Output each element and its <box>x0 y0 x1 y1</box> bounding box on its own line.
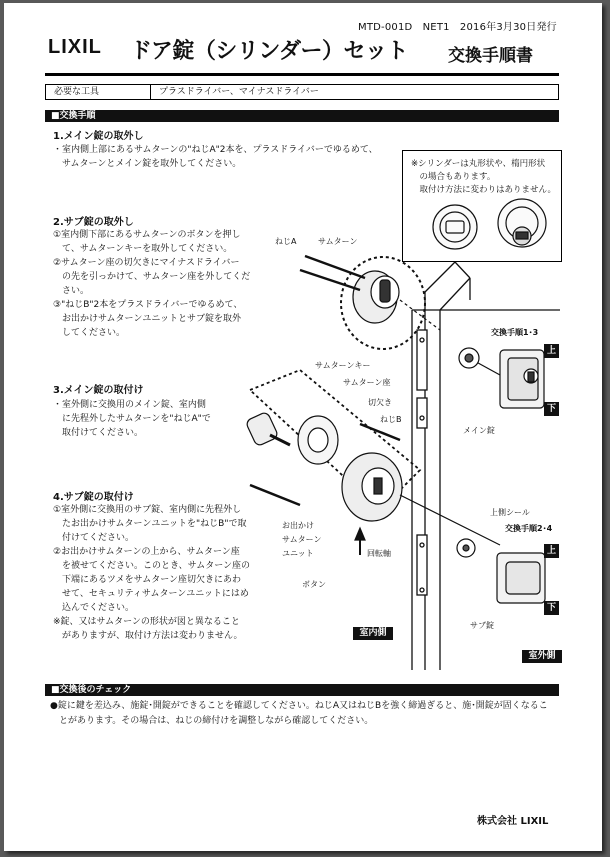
step3-line: ・室外側に交換用のメイン錠、室内側 <box>53 400 206 410</box>
step2-line: さい。 <box>53 286 90 296</box>
note-line: ※シリンダーは丸形状や、楕円形状 <box>411 159 546 169</box>
step1-line: サムターンとメイン錠を取外してください。 <box>53 159 242 169</box>
step4-line: を被せてください。このとき、サムターン座の <box>53 561 251 571</box>
check-text <box>50 699 562 729</box>
label-sub-lock: サブ錠 <box>470 621 494 630</box>
step4-line: たお出かけサムターンユニットを"ねじB"で取 <box>53 519 247 529</box>
step2-line: ①室内側下部にあるサムターンのボタンを押し <box>53 230 241 240</box>
label-procedure-13: 交換手順1･3 <box>491 328 539 337</box>
check-line: とがあります。その場合は、ねじの締付けを調整しながら確認してください。 <box>50 716 374 726</box>
step4-line: 下端にあるツメをサムターン座切欠きにあわ <box>53 575 242 585</box>
step4-line: ※錠、又はサムターンの形状が図と異なること <box>53 617 240 627</box>
label-upper-seal: 上側シール <box>490 508 530 517</box>
label-going-out-3: ユニット <box>282 549 314 558</box>
note-line: 取付け方法に変わりはありません。 <box>411 185 557 195</box>
door-frame-image <box>412 262 560 670</box>
label-main-lock: メイン錠 <box>463 426 495 435</box>
upper-tag-2: 上 <box>544 544 559 558</box>
lixil-logo: LIXIL <box>48 36 102 58</box>
label-screw-a: ねじA <box>275 237 297 246</box>
step2-line: て、サムターンキーを取外してください。 <box>53 244 233 254</box>
company-name: 株式会社 LIXIL <box>477 816 549 827</box>
step1-line: ・室内側上部にあるサムターンの"ねじA"2本を、プラスドライバーでゆるめて、 <box>53 145 378 155</box>
label-notch: 切欠き <box>368 398 392 407</box>
outdoor-tag: 室外側 <box>522 650 562 663</box>
document-type: 交換手順書 <box>448 46 533 66</box>
tools-label: 必要な工具 <box>46 85 151 99</box>
label-going-out-2: サムターン <box>282 535 322 544</box>
label-rotation-axis: 回転軸 <box>367 549 391 558</box>
check-line: ●錠に鍵を差込み、施錠･開錠ができることを確認してください。ねじA又はねじBを強く締過ぎると、施･開錠が固くなるこ <box>50 701 548 711</box>
check-section-bar: ■交換後のチェック <box>45 684 559 696</box>
note-line: の場合もあります。 <box>411 172 496 182</box>
tools-value: プラスドライバー、マイナスドライバー <box>159 87 319 97</box>
cylinder-variants-image <box>433 199 546 249</box>
step4-line: がありますが、取付け方法は変わりません。 <box>53 631 243 641</box>
step1-heading: 1.メイン錠の取外し <box>53 131 144 142</box>
step2-line: の先を引っかけて、サムターン座を外してくだ <box>53 272 251 282</box>
label-screw-b: ねじB <box>380 415 402 424</box>
step4-line: 込んでください。 <box>53 603 135 613</box>
step3-line: に先程外したサムターンを"ねじA"で <box>53 414 211 424</box>
document-meta: MTD-001D NET1 2016年3月30日発行 <box>358 22 557 33</box>
step4-line: 付けてください。 <box>53 533 135 543</box>
step2-line: してください。 <box>53 328 126 338</box>
step4-line: せて、セキュリティサムターンユニットにはめ <box>53 589 249 599</box>
lower-tag-2: 下 <box>544 601 559 615</box>
step2-line: ③"ねじB"2本をプラスドライバーでゆるめて、 <box>53 300 243 310</box>
label-thumbturn: サムターン <box>318 237 358 246</box>
main-lock-image <box>459 348 544 408</box>
step3-line: 取付けてください。 <box>53 428 144 438</box>
label-thumbturn-key: サムターンキー <box>315 361 371 370</box>
step3-heading: 3.メイン錠の取付け <box>53 385 144 396</box>
indoor-tag: 室内側 <box>353 627 393 640</box>
upper-tag-1: 上 <box>544 344 559 358</box>
label-going-out-1: お出かけ <box>282 521 314 530</box>
step4-line: ①室外側に交換用のサブ錠、室内側に先程外し <box>53 505 242 515</box>
procedure-section-bar: ■交換手順 <box>45 110 559 122</box>
step4-heading: 4.サブ錠の取付け <box>53 492 134 503</box>
label-button: ボタン <box>302 580 326 589</box>
label-procedure-24: 交換手順2･4 <box>505 524 553 533</box>
step2-line: ②サムターン座の切欠きにマイナスドライバー <box>53 258 240 268</box>
step2-line: お出かけサムターンユニットとサブ錠を取外 <box>53 314 242 324</box>
step4-line: ②お出かけサムターンの上から、サムターン座 <box>53 547 240 557</box>
label-thumbturn-seat: サムターン座 <box>343 378 391 387</box>
lower-tag-1: 下 <box>544 402 559 416</box>
page-title: ドア錠（シリンダー）セット <box>130 39 408 64</box>
step2-heading: 2.サブ錠の取外し <box>53 217 134 228</box>
